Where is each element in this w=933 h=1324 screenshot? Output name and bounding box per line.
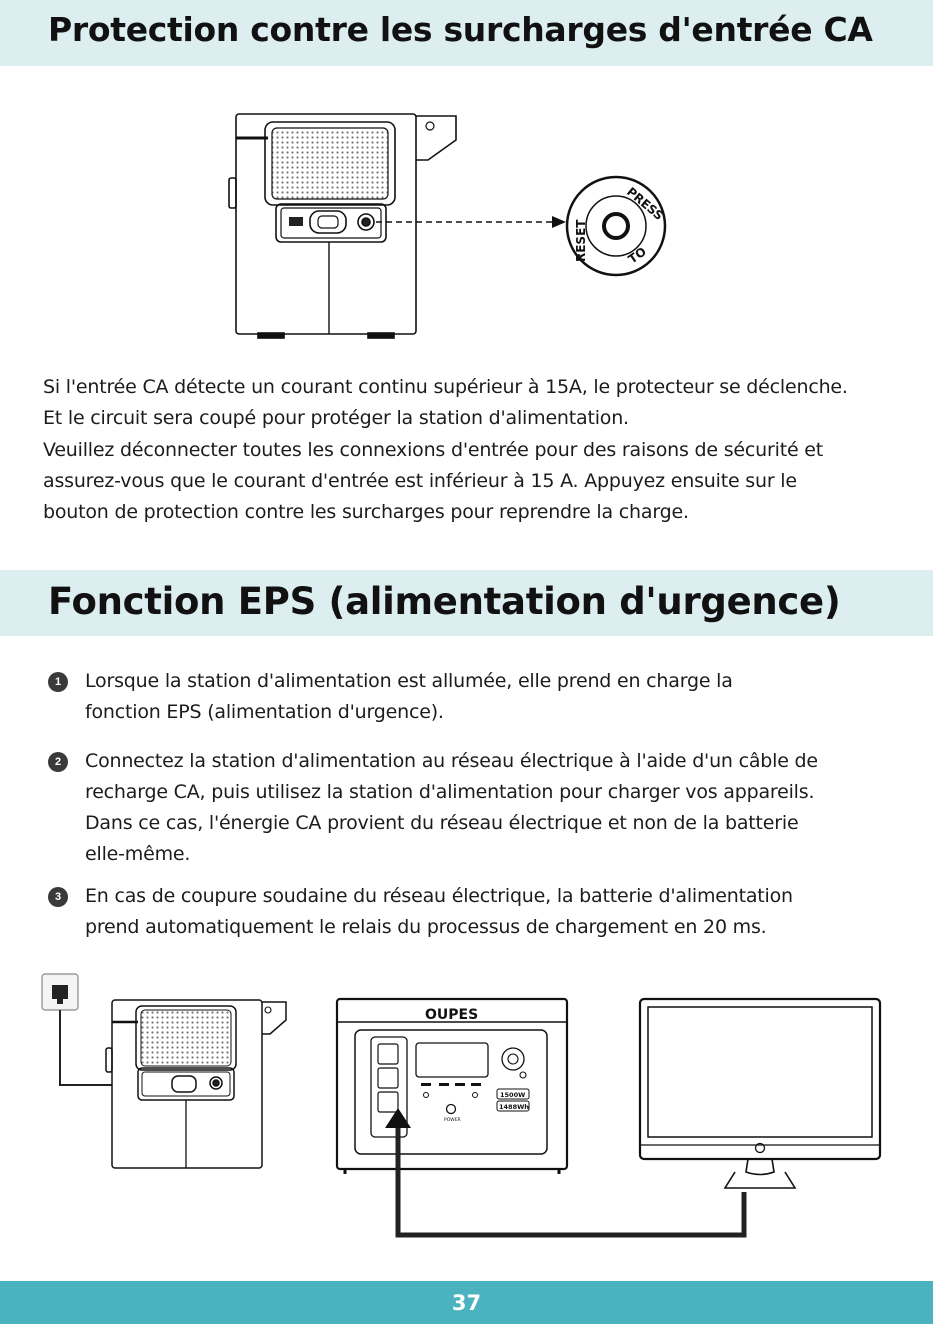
- monitor-icon: [640, 999, 880, 1188]
- section-header-band: [0, 0, 933, 66]
- paragraph-line: Veuillez déconnecter toutes les connexions d'entrée pour des raisons de sécurité et: [43, 438, 824, 461]
- item-line: Dans ce cas, l'énergie CA provient du réseau électrique et non de la batterie: [85, 812, 799, 834]
- item-line: prend automatiquement le relais du processus de chargement en 20 ms.: [85, 916, 767, 938]
- item-line: elle-même.: [85, 843, 191, 865]
- power-station-side-view-small: [106, 1000, 286, 1168]
- device-badge-capacity: 1488Wh: [499, 1103, 529, 1111]
- device-badge-power: 1500W: [500, 1091, 526, 1099]
- device-power-label: POWER: [444, 1118, 461, 1123]
- section-title-ac-protection: Protection contre les surcharges d'entrée CA: [48, 10, 873, 49]
- page-number: 37: [451, 1291, 482, 1315]
- press-label: PRESS: [624, 184, 666, 223]
- reset-label: RESET: [574, 219, 588, 262]
- power-station-side-view: [229, 114, 456, 338]
- item-line: recharge CA, puis utilisez la station d'alimentation pour charger vos appareils.: [85, 781, 815, 803]
- step-number-badge: 2: [48, 752, 68, 772]
- step-number-badge: 3: [48, 887, 68, 907]
- wall-outlet-icon: [42, 974, 78, 1010]
- ac-protection-description: [43, 372, 923, 528]
- item-line: Connectez la station d'alimentation au réseau électrique à l'aide d'un câble de: [85, 750, 818, 772]
- item-line: En cas de coupure soudaine du réseau électrique, la batterie d'alimentation: [85, 885, 793, 907]
- device-brand-logo: OUPES: [425, 1007, 479, 1023]
- paragraph-line: bouton de protection contre les surcharges pour reprendre la charge.: [43, 501, 689, 524]
- ac-protection-illustration: [0, 100, 933, 350]
- item-line: fonction EPS (alimentation d'urgence).: [85, 701, 444, 723]
- section-header-band: [0, 570, 933, 636]
- paragraph-line: assurez-vous que le courant d'entrée est inférieur à 15 A. Appuyez ensuite sur le: [43, 469, 797, 492]
- page-footer: [0, 1281, 933, 1324]
- item-line: Lorsque la station d'alimentation est allumée, elle prend en charge la: [85, 670, 733, 692]
- power-station-front-view: [337, 999, 567, 1174]
- reset-button-closeup: [567, 177, 666, 275]
- eps-connection-illustration: [0, 960, 933, 1250]
- section-title-eps: Fonction EPS (alimentation d'urgence): [48, 580, 841, 623]
- to-label: TO: [625, 244, 649, 267]
- paragraph-line: Et le circuit sera coupé pour protéger la station d'alimentation.: [43, 407, 629, 430]
- paragraph-line: Si l'entrée CA détecte un courant continu supérieur à 15A, le protecteur se déclenche.: [43, 376, 848, 398]
- step-number-badge: 1: [48, 672, 68, 692]
